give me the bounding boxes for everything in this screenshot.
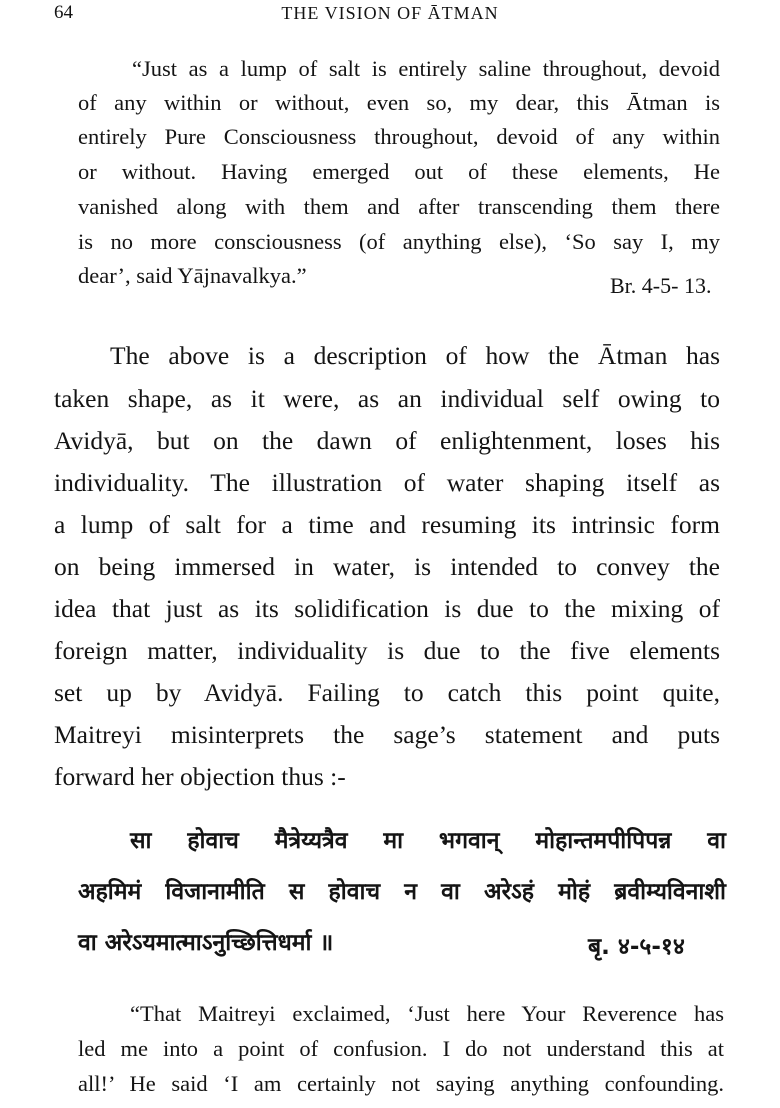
quote-line: led me into a point of confusion. I do not understand this at [78, 1036, 724, 1061]
page-number: 64 [54, 2, 73, 23]
paragraph-line: set up by Avidyā. Failing to catch this point quite, [54, 678, 720, 707]
quote-line: of any within or without, even so, my dear, this Ātman is [78, 90, 720, 115]
running-title: THE VISION OF ĀTMAN [281, 3, 499, 23]
quote-line: is no more consciousness (of anything else), ‘So say I, my [78, 229, 720, 254]
quote-line: entirely Pure Consciousness throughout, devoid of any within [78, 124, 720, 149]
sanskrit-citation: बृ. ४-५-१४ [588, 934, 685, 960]
quote-line: “Just as a lump of salt is entirely saline throughout, devoid [132, 56, 720, 81]
sanskrit-line: वा अरेऽयमात्माऽनुच्छित्तिधर्मा ॥ [78, 930, 334, 956]
paragraph-line: on being immersed in water, is intended to convey the [54, 552, 720, 581]
paragraph-line: foreign matter, individuality is due to the five elements [54, 636, 720, 665]
quote-line: “That Maitreyi exclaimed, ‘Just here Your Reverence has [130, 1001, 724, 1026]
paragraph-line: taken shape, as it were, as an individual self owing to [54, 384, 720, 413]
paragraph-line: The above is a description of how the Ātman has [110, 341, 720, 370]
sanskrit-line: सा होवाच मैत्रेय्यत्रैव मा भगवान् मोहान्तमपीपिपन्न वा [130, 828, 726, 854]
sanskrit-line: अहमिमं विजानामीति स होवाच न वा अरेऽहं मोहं ब्रवीम्यविनाशी [78, 879, 726, 905]
paragraph-line: Avidyā, but on the dawn of enlightenment, loses his [54, 426, 720, 455]
paragraph-line: Maitreyi misinterprets the sage’s statement and puts [54, 720, 720, 749]
quote-line: or without. Having emerged out of these elements, He [78, 159, 720, 184]
quote-line: dear’, said Yājnavalkya.” [78, 263, 307, 288]
quote-line: vanished along with them and after transcending them there [78, 194, 720, 219]
citation-reference: Br. 4-5- 13. [610, 273, 712, 298]
paragraph-line: individuality. The illustration of water shaping itself as [54, 468, 720, 497]
quote-line: all!’ He said ‘I am certainly not saying anything confounding. [78, 1071, 724, 1096]
paragraph-line: a lump of salt for a time and resuming its intrinsic form [54, 510, 720, 539]
page-header [0, 0, 780, 30]
paragraph-line: forward her objection thus :- [54, 762, 346, 791]
paragraph-line: idea that just as its solidification is due to the mixing of [54, 594, 720, 623]
